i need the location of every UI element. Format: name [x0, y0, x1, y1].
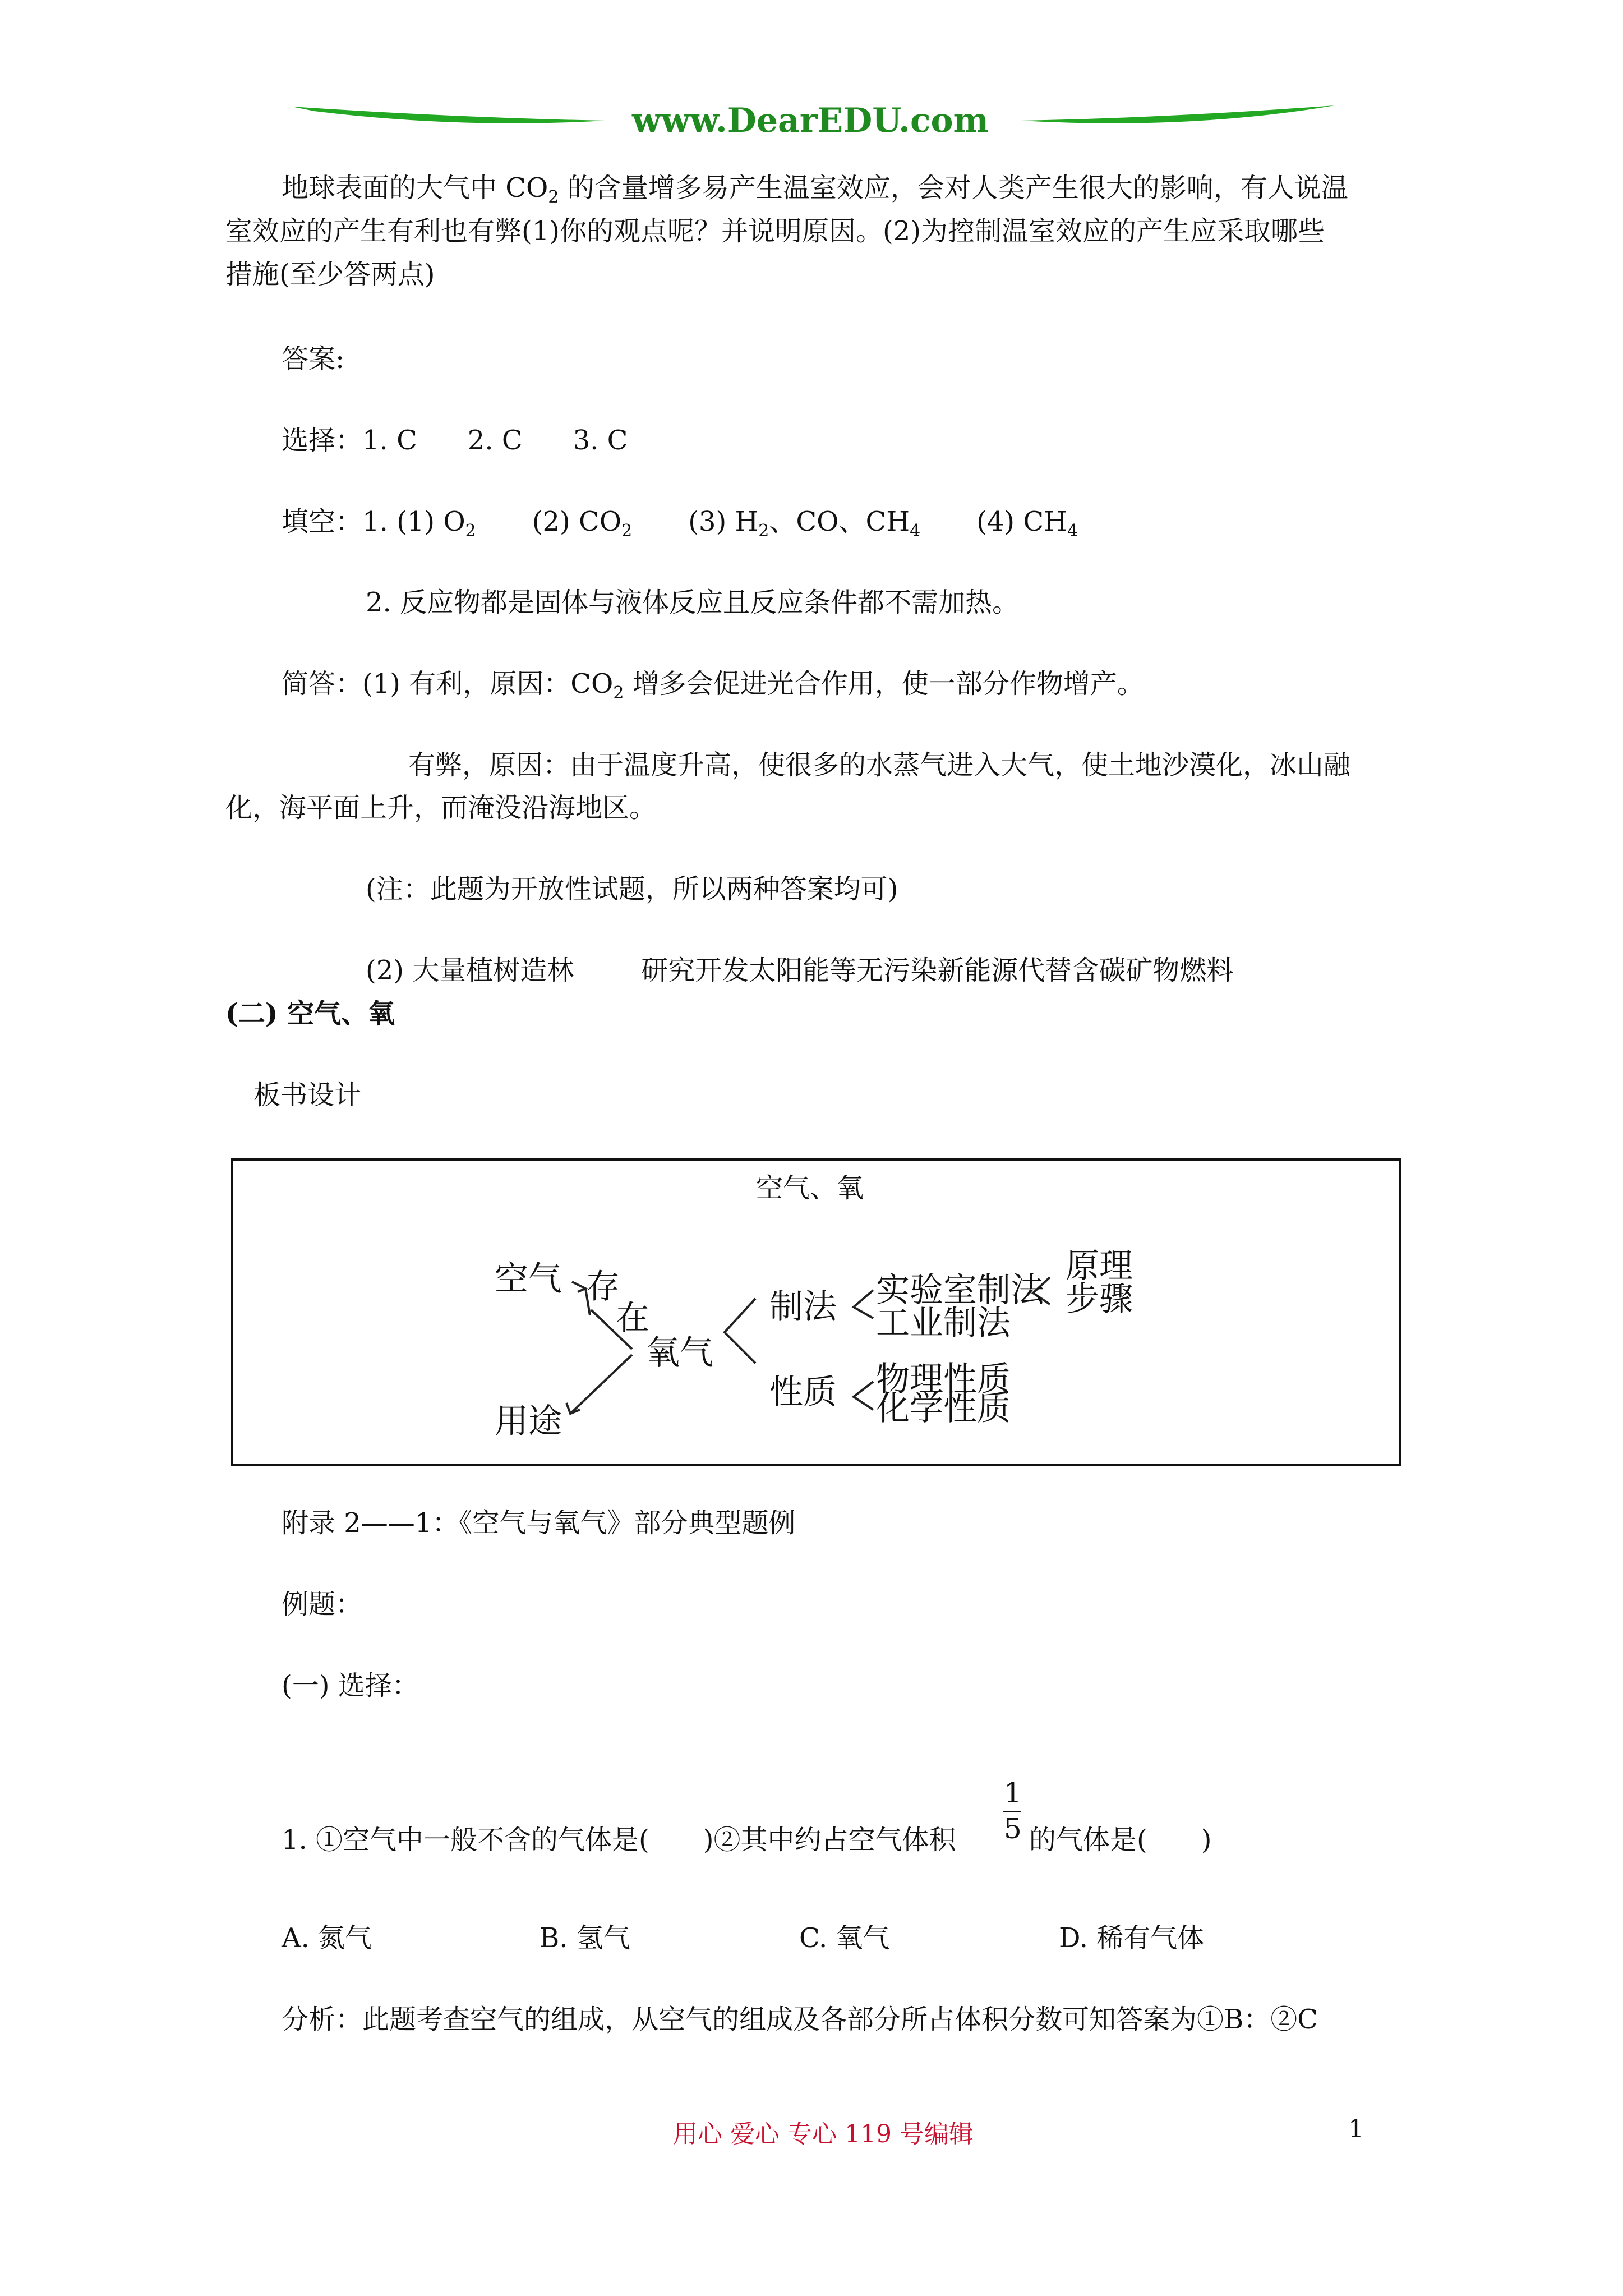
short-answer-part2: (2) 大量植树造林 研究开发太阳能等无污染新能源代替含碳矿物燃料	[366, 955, 1234, 986]
example-label: 例题：	[282, 1589, 363, 1620]
option-d: D. 稀有气体	[1059, 1922, 1205, 1954]
option-a: A. 氮气	[282, 1922, 372, 1954]
fraction-numerator: 1	[1004, 1777, 1022, 1809]
analysis-text: 分析：此题考查空气的组成，从空气的组成及各部分所占体积分数可知答案为①B：②C	[282, 2004, 1318, 2035]
board-design-label: 板书设计	[253, 1079, 362, 1111]
oxygen-bracket	[725, 1299, 755, 1363]
short-answer-disadvantage: 有弊，原因：由于温度升高，使很多的水蒸气进入大气，使土地沙漠化，冰山融	[408, 749, 1351, 781]
board-props: 性质	[769, 1373, 837, 1412]
arrow-to-use	[570, 1355, 632, 1414]
short-answer-note: (注：此题为开放性试题，所以两种答案均可)	[366, 873, 898, 905]
board-exist-2: 在	[616, 1299, 649, 1338]
board-air: 空气	[495, 1259, 562, 1299]
fill-answer-2: 2. 反应物都是固体与液体反应且反应条件都不需加热。	[366, 587, 1020, 618]
board-physical-props: 物理性质	[876, 1360, 1011, 1399]
board-exist-1: 存	[586, 1267, 620, 1306]
fraction-denominator: 5	[1004, 1812, 1022, 1845]
board-lab-prep: 实验室制法	[876, 1271, 1044, 1310]
choice-answers: 选择：1. C 2. C 3. C	[282, 425, 628, 456]
intro-line-2: 室效应的产生有利也有弊(1)你的观点呢？并说明原因。(2)为控制温室效应的产生应采取哪些	[225, 215, 1325, 247]
short-answer-disadvantage-cont: 化，海平面上升，而淹没沿海地区。	[225, 792, 657, 823]
board-use: 用途	[495, 1402, 562, 1441]
board-steps: 步骤	[1066, 1280, 1133, 1319]
board-industrial-prep: 工业制法	[876, 1304, 1011, 1343]
fill-answers: 填空：1. (1) $O_2$ (2) $CO_2$ (3) $H_2$、CO、$CH_4$ (4) $CH_4$	[282, 506, 1078, 541]
site-url: www.DearEDU.com	[631, 101, 989, 140]
prep-bracket	[854, 1290, 873, 1318]
section-title: (二) 空气、氧	[225, 998, 395, 1029]
props-bracket	[854, 1382, 873, 1410]
board-principle: 原理	[1066, 1246, 1133, 1286]
board-title: 空气、氧	[756, 1172, 864, 1204]
option-b: B. 氢气	[540, 1922, 630, 1954]
choice-section-label: (一) 选择：	[282, 1670, 419, 1701]
footer-text: 用心 爱心 专心 119 号编辑	[673, 2120, 974, 2148]
question-1-part-a: 1. ①空气中一般不含的气体是( )②其中约占空气体积	[282, 1824, 956, 1856]
question-1-part-b: 的气体是( )	[1029, 1824, 1212, 1856]
answers-heading: 答案:	[282, 343, 345, 375]
board-prep: 制法	[769, 1287, 837, 1327]
short-answer-1: 简答：(1) 有利，原因：$CO_2$ 增多会促进光合作用，使一部分作物增产。	[282, 668, 1144, 703]
appendix-title: 附录 2——1：《空气与氧气》部分典型题例	[282, 1507, 796, 1539]
page-number: 1	[1348, 2115, 1364, 2143]
intro-line-3: 措施(至少答两点)	[225, 259, 435, 290]
board-chemical-props: 化学性质	[876, 1389, 1011, 1428]
board-oxygen: 氧气	[646, 1333, 713, 1373]
option-c: C. 氧气	[799, 1922, 890, 1954]
intro-line-1: 地球表面的大气中 $CO_2$ 的含量增多易产生温室效应，会对人类产生很大的影响，有人说温	[282, 172, 1348, 207]
